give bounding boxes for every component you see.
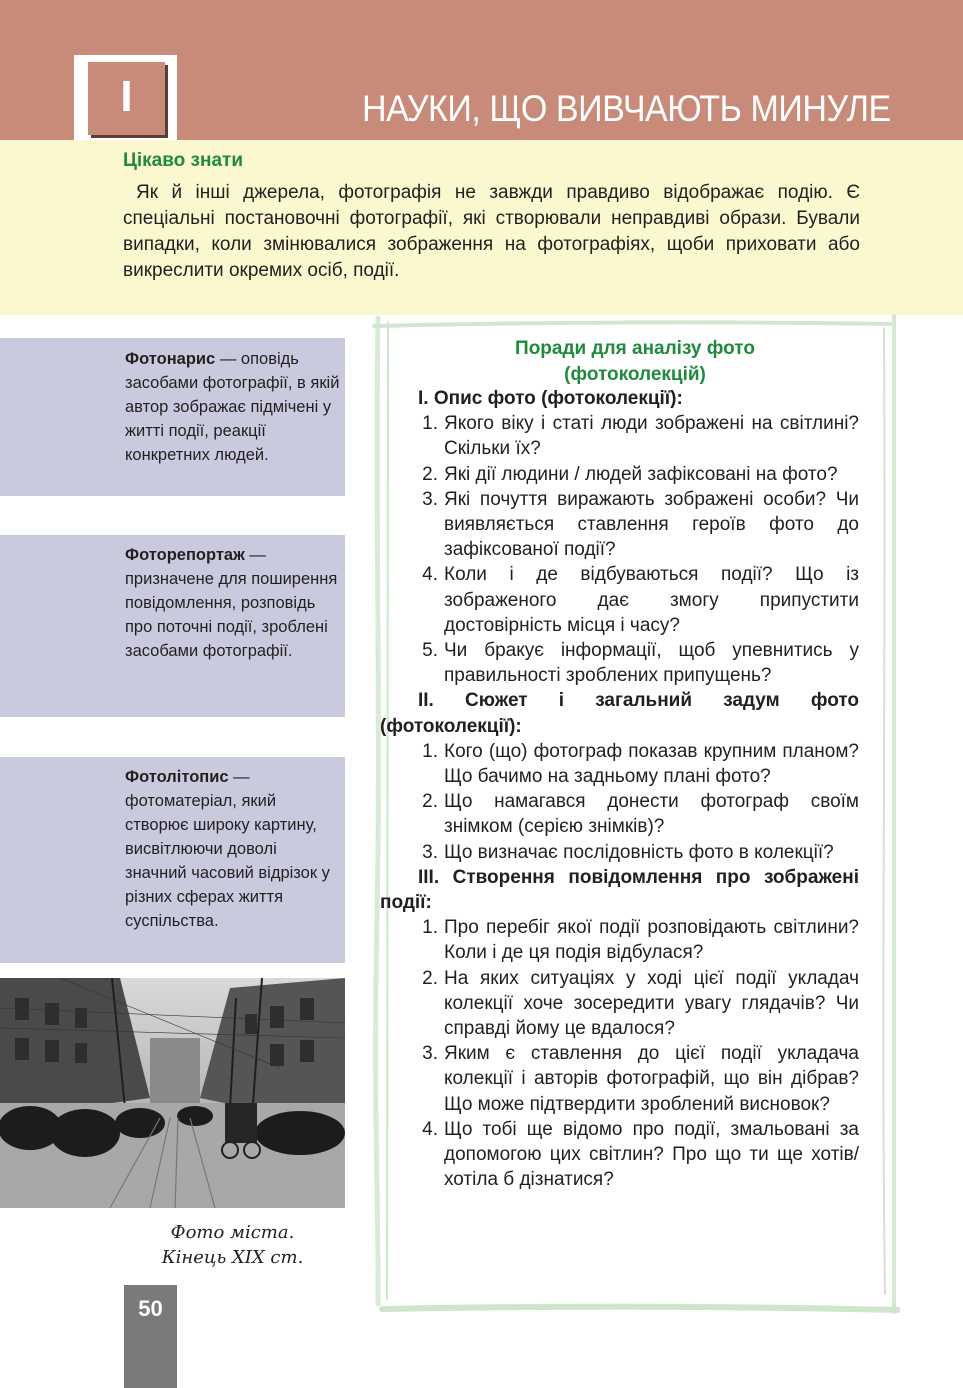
item-text: Які дії людини / людей зафіксовані на фото? bbox=[444, 463, 838, 485]
tips-heading-line-2: (фотоколекцій) bbox=[564, 364, 706, 385]
definition-text: — фотоматеріал, який створює широку картину, висвітлюючи доволі значний часовий відрізок у різних сферах життя суспільства. bbox=[125, 768, 330, 930]
tips-body bbox=[380, 386, 859, 1193]
list-item bbox=[380, 789, 859, 839]
caption-line-2: Кінець XIX ст. bbox=[161, 1247, 304, 1268]
caption-line-1: Фото міста. bbox=[170, 1222, 295, 1243]
list-item bbox=[380, 1041, 859, 1117]
definition-1 bbox=[125, 347, 340, 467]
item-number: 3. bbox=[422, 841, 438, 863]
item-number: 2. bbox=[422, 967, 438, 989]
item-number: 4. bbox=[422, 564, 438, 586]
definition-2 bbox=[125, 543, 340, 663]
list-item bbox=[380, 411, 859, 461]
item-text: Коли і де відбуваються події? Що із зображеного дає змогу припустити достовірність місця і часу? bbox=[444, 564, 859, 636]
list-item bbox=[380, 915, 859, 965]
item-text: Що намагався донести фотограф своїм знімком (серією знімків)? bbox=[444, 791, 859, 838]
list-item bbox=[380, 840, 859, 865]
item-text: Яким є ставлення до цієї події укладача колекції і авторів фотографій, що він дібрав? Що може підтвердити зроблений висновок? bbox=[444, 1043, 859, 1115]
photo-caption bbox=[120, 1220, 345, 1270]
definition-text: — призначене для поширення повідомлення, розповідь про поточні події, зроблені засобами фотографії. bbox=[125, 546, 338, 660]
section-title: I. Опис фото (фотоколекції): bbox=[418, 388, 683, 409]
item-text: Чи бракує інформації, щоб упевнитись у правильності зроблених припущень? bbox=[444, 640, 859, 687]
list-item bbox=[380, 966, 859, 1042]
list-item bbox=[380, 462, 859, 487]
fact-heading: Цікаво знати bbox=[123, 150, 244, 171]
chapter-number: I bbox=[120, 72, 133, 121]
item-number: 5. bbox=[422, 640, 438, 662]
item-text: Якого віку і статі люди зображені на світлині? Скільки їх? bbox=[444, 413, 859, 460]
list-item bbox=[380, 487, 859, 563]
definition-term: Фоторепортаж bbox=[125, 546, 245, 564]
tips-heading bbox=[425, 336, 845, 388]
item-number: 1. bbox=[422, 740, 438, 762]
fact-text: Як й інші джерела, фотографія не завжди правдиво відображає подію. Є спеціальні постановочні фотографії, які створювали неправдиві образи. Бували випадки, коли змінювалися зображення на фотографіях, щоби приховати або викреслити окремих осіб, події. bbox=[123, 182, 860, 281]
item-number: 2. bbox=[422, 463, 438, 485]
definition-term: Фотолітопис bbox=[125, 768, 229, 786]
list-item bbox=[380, 638, 859, 688]
item-number: 4. bbox=[422, 1118, 438, 1140]
street-photo-image bbox=[0, 978, 345, 1208]
tips-heading-line-1: Поради для аналізу фото bbox=[515, 338, 755, 359]
item-text: Що тобі ще відомо про події, змальовані за допомогою цих світлин? Про що ти ще хотів/хотіла б дізнатися? bbox=[444, 1118, 859, 1191]
list-item bbox=[380, 739, 859, 789]
item-number: 1. bbox=[422, 917, 438, 939]
item-text: На яких ситуаціях у ході цієї події укладач колекції хоче зосередити увагу глядачів? Чи справді йому це вдалося? bbox=[444, 967, 859, 1040]
section-title: II. Сюжет і загальний задум фото (фотоколекції): bbox=[380, 690, 859, 737]
item-number: 3. bbox=[422, 488, 438, 510]
item-number: 1. bbox=[422, 413, 438, 435]
item-number: 3. bbox=[422, 1043, 438, 1065]
definition-term: Фотонарис bbox=[125, 350, 216, 368]
definition-3 bbox=[125, 765, 340, 933]
definition-text: — оповідь засобами фотографії, в якій автор зображає підмічені у житті події, реакції конкретних людей. bbox=[125, 350, 340, 464]
item-number: 2. bbox=[422, 791, 438, 813]
section-title: III. Створення повідомлення про зображені події: bbox=[380, 866, 859, 914]
street-photo bbox=[0, 978, 345, 1208]
item-text: Які почуття виражають зображені особи? Чи виявляється ставлення героїв фото до зафіксованої події? bbox=[444, 488, 859, 561]
page-number: 50 bbox=[138, 1296, 163, 1321]
item-text: Про перебіг якої події розповідають світлини? Коли і де ця подія відбулася? bbox=[444, 917, 859, 964]
item-text: Що визначає послідовність фото в колекції? bbox=[444, 841, 834, 863]
chapter-title: НАУКИ, ЩО ВИВЧАЮТЬ МИНУЛЕ bbox=[362, 88, 891, 129]
item-text: Кого (що) фотограф показав крупним планом? Що бачимо на задньому плані фото? bbox=[444, 740, 859, 788]
list-item bbox=[380, 1117, 859, 1193]
list-item bbox=[380, 562, 859, 638]
